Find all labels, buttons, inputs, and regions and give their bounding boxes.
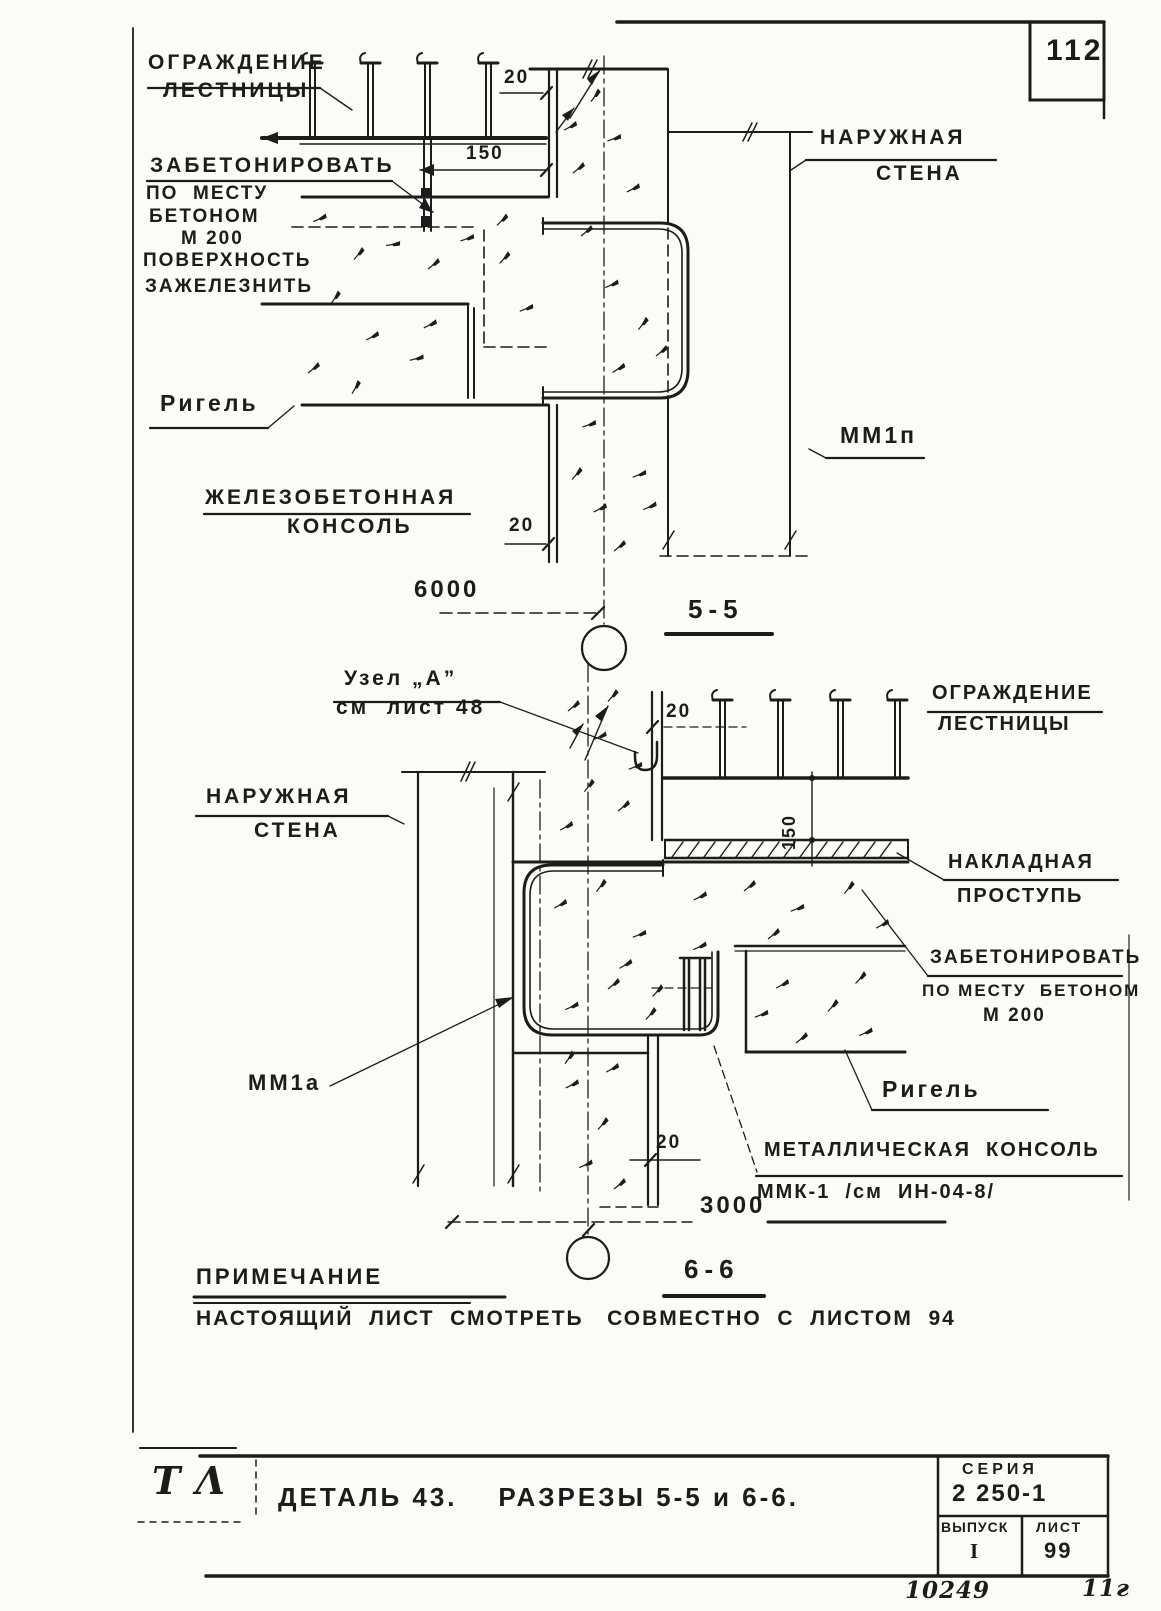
d1-mark-mm1p: ММ1п: [840, 422, 918, 448]
title-block-sheet-label: ЛИСТ: [1036, 1519, 1083, 1535]
d2-dim-20-bottom: 20: [656, 1132, 682, 1153]
title-block-series-label: СЕРИЯ: [962, 1461, 1038, 1478]
d1-section-title: 5-5: [688, 594, 744, 624]
d1-dim-150: 150: [466, 143, 504, 164]
page-number: 112: [1046, 34, 1104, 67]
d2-mark-mm1a: ММ1а: [248, 1070, 322, 1095]
d2-concrete-note-line2: ПО МЕСТУ БЕТОНОМ: [922, 981, 1141, 1000]
d2-railing-label-line2: ЛЕСТНИЦЫ: [938, 713, 1071, 735]
note-title: ПРИМЕЧАНИЕ: [196, 1264, 384, 1289]
d2-wall-label-line1: НАРУЖНАЯ: [206, 785, 352, 808]
d2-wall-label-line2: СТЕНА: [254, 819, 341, 842]
d2-tread-label-line1: НАКЛАДНАЯ: [948, 851, 1094, 873]
d2-section-title: 6-6: [684, 1254, 740, 1284]
d1-dim-20-top: 20: [504, 67, 530, 88]
d1-girder-label: Ригель: [160, 390, 259, 416]
d2-node-label-line1: Узел „А”: [344, 667, 458, 690]
d1-concrete-note-line4: М 200: [181, 228, 244, 249]
d2-railing-label-line1: ОГРАЖДЕНИЕ: [932, 682, 1093, 704]
title-block-stamp: Т Λ: [152, 1458, 226, 1503]
title-block-sheet-value: 99: [1044, 1538, 1073, 1563]
d2-dim-150: 150: [779, 813, 799, 850]
handwritten-number-right: 11г: [1082, 1575, 1130, 1602]
concrete-hatch-marks: [308, 88, 890, 1189]
d1-dim-20-bottom: 20: [509, 515, 535, 536]
d1-concrete-note-line2: ПО МЕСТУ: [146, 183, 269, 204]
d2-girder-label: Ригель: [882, 1076, 981, 1102]
d1-wall-label-line1: НАРУЖНАЯ: [820, 126, 966, 149]
d1-console-label-line1: ЖЕЛЕЗОБЕТОННАЯ: [205, 486, 457, 509]
d1-concrete-note-line3: БЕТОНОМ: [149, 206, 260, 227]
d1-railing-label-line1: ОГРАЖДЕНИЕ: [148, 51, 326, 74]
d1-concrete-note-line6: ЗАЖЕЛЕЗНИТЬ: [145, 276, 314, 297]
d2-bracket-label-line2: ММК-1 /см ИН-04-8/: [757, 1181, 996, 1203]
d1-railing-label-line2: ЛЕСТНИЦЫ: [163, 79, 310, 102]
d1-dim-6000: 6000: [414, 576, 480, 603]
d2-concrete-note-line1: ЗАБЕТОНИРОВАТЬ: [930, 947, 1142, 968]
d2-concrete-note-line3: М 200: [983, 1005, 1046, 1026]
handwritten-number-left: 10249: [905, 1577, 991, 1604]
d1-console-label-line2: КОНСОЛЬ: [287, 515, 413, 538]
d1-concrete-note-line5: ПОВЕРХНОСТЬ: [143, 250, 312, 271]
d2-bracket-label-line1: МЕТАЛЛИЧЕСКАЯ КОНСОЛЬ: [764, 1139, 1100, 1161]
note-body: НАСТОЯЩИЙ ЛИСТ СМОТРЕТЬ СОВМЕСТНО С ЛИСТОМ 94: [196, 1307, 956, 1330]
d2-dim-3000: 3000: [700, 1192, 766, 1219]
d2-node-label-line2: см лист 48: [336, 696, 486, 719]
d2-dim-20-top: 20: [666, 701, 692, 722]
d1-concrete-note-line1: ЗАБЕТОНИРОВАТЬ: [150, 154, 395, 177]
title-block-series-value: 2 250-1: [952, 1480, 1048, 1507]
d2-tread-label-line2: ПРОСТУПЬ: [957, 885, 1084, 907]
title-block-issue-value: I: [970, 1539, 982, 1563]
title-block-issue-label: ВЫПУСК: [941, 1519, 1009, 1535]
d1-wall-label-line2: СТЕНА: [876, 162, 963, 185]
title-block-title: ДЕТАЛЬ 43. РАЗРЕЗЫ 5-5 и 6-6.: [278, 1482, 799, 1512]
